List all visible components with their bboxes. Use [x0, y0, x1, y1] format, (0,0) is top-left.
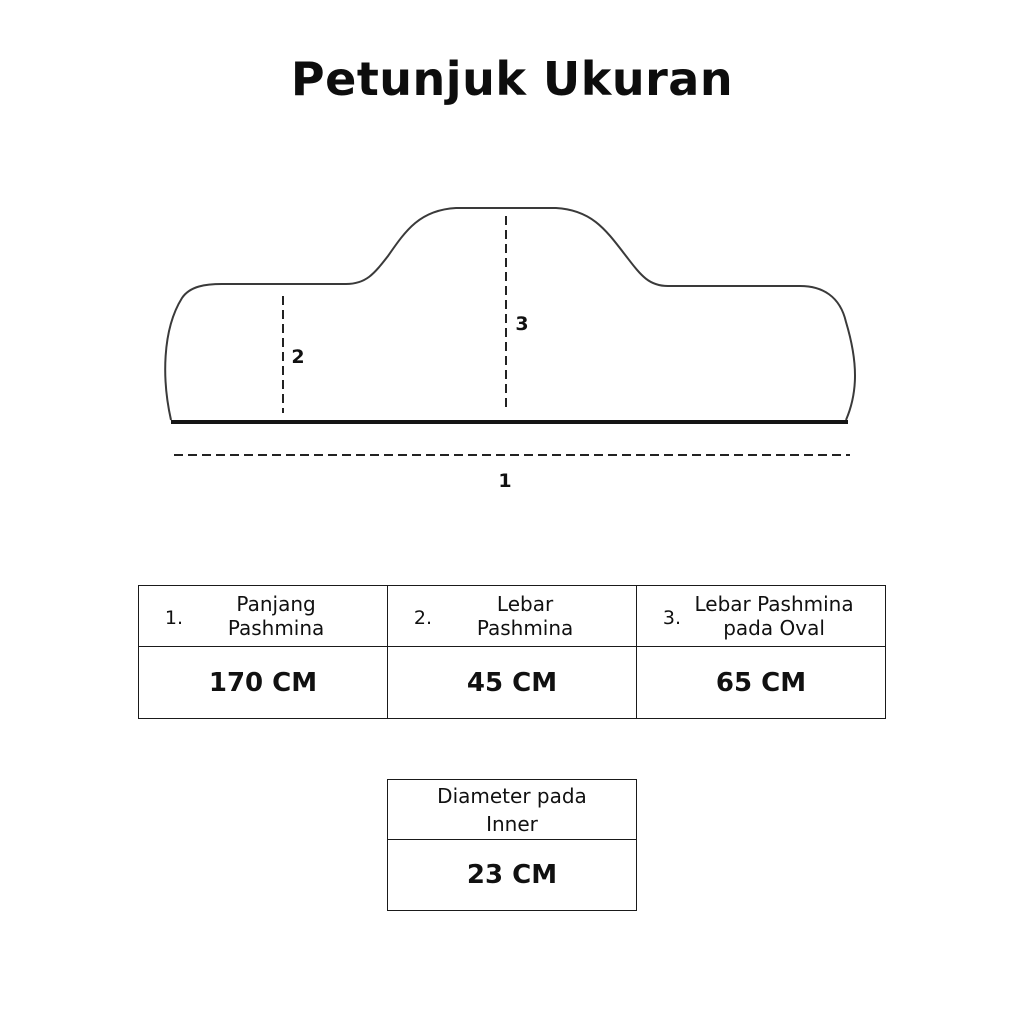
column-number: 2.	[413, 607, 433, 629]
value-width: 45 CM	[388, 647, 637, 719]
size-table	[138, 585, 886, 719]
marker-oval-width-label: 3	[515, 313, 529, 335]
column-label-length: Panjang Pashmina	[227, 592, 325, 640]
marker-width-label: 2	[291, 346, 305, 368]
value-length: 170 CM	[139, 647, 388, 719]
value-inner-diameter: 23 CM	[388, 840, 637, 911]
inner-diameter-label: Diameter pada Inner	[437, 783, 587, 836]
column-label-width: Lebar Pashmina	[476, 592, 574, 640]
page-title: Petunjuk Ukuran	[290, 52, 734, 106]
pashmina-outline	[165, 208, 855, 420]
inner-table-header-row	[388, 780, 637, 840]
marker-length-label: 1	[498, 470, 512, 492]
column-label-oval-width: Lebar Pashmina pada Oval	[694, 592, 854, 640]
size-table-header-cell	[388, 586, 637, 647]
column-number: 3.	[662, 607, 682, 629]
size-table-header-cell	[139, 586, 388, 647]
size-table-header-cell	[637, 586, 886, 647]
inner-table-value-row	[388, 840, 637, 911]
value-oval-width: 65 CM	[637, 647, 886, 719]
size-table-header-row	[139, 586, 886, 647]
inner-diameter-table	[387, 779, 637, 911]
column-number: 1.	[164, 607, 184, 629]
size-table-value-row	[139, 647, 886, 719]
inner-table-header-cell	[388, 780, 637, 840]
